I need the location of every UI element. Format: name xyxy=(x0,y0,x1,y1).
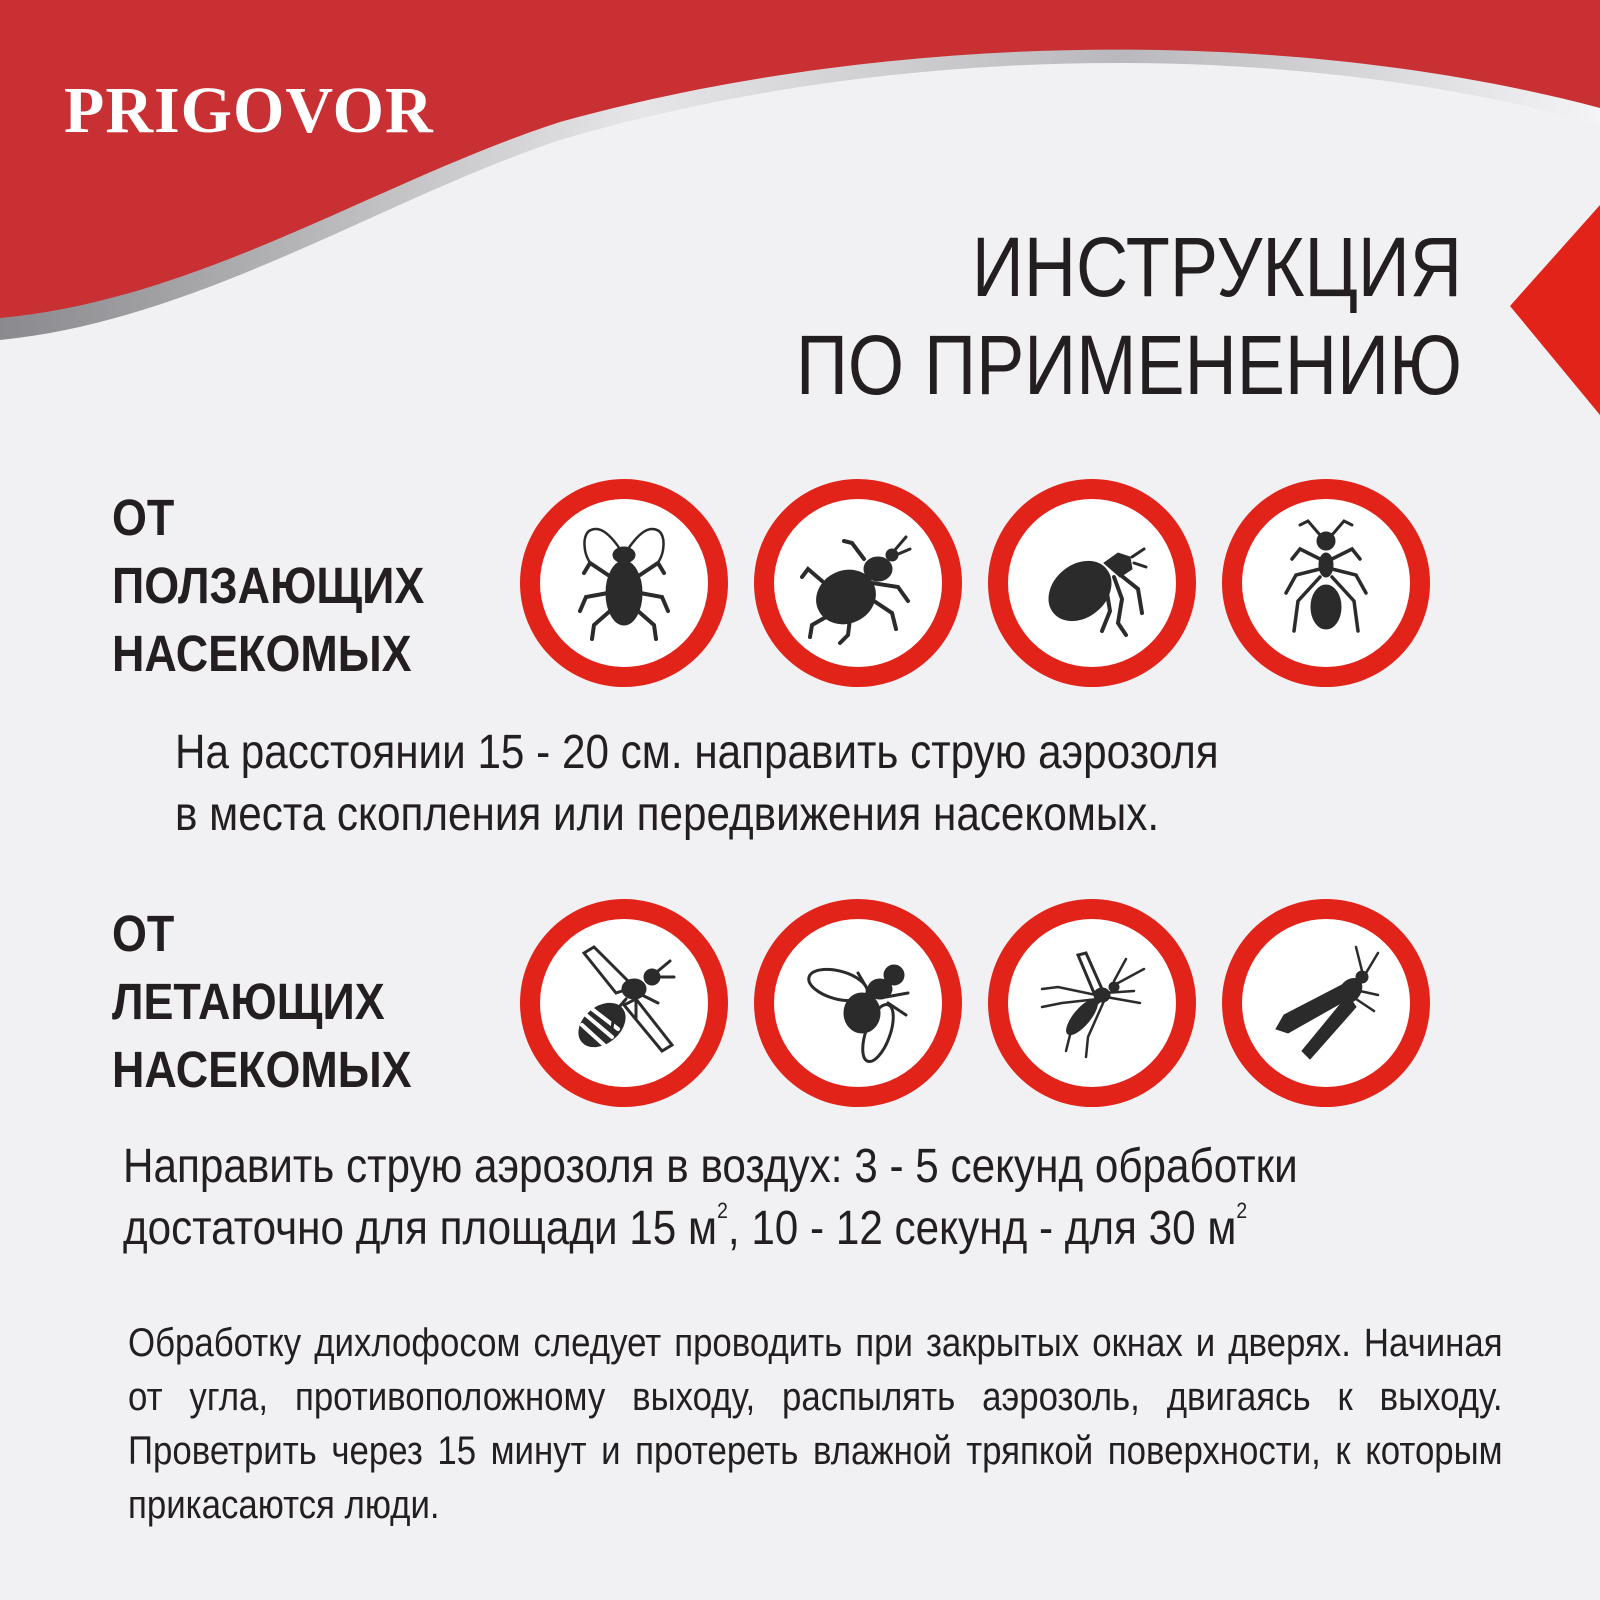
crawling-heading-line-2: ПОЛЗАЮЩИХ xyxy=(112,557,425,614)
area-15-text: достаточно для площади 15 м xyxy=(123,1202,718,1255)
flying-heading-line-3: НАСЕКОМЫХ xyxy=(112,1041,412,1098)
square-superscript-1: 2 xyxy=(717,1198,728,1223)
bedbug-icon xyxy=(754,479,962,687)
crawling-insects-icons xyxy=(520,479,1430,687)
flying-insects-heading xyxy=(112,900,429,1104)
page-title-line-2: ПО ПРИМЕНЕНИЮ xyxy=(795,318,1462,412)
page-title xyxy=(688,218,1462,414)
flea-icon xyxy=(988,479,1196,687)
page-title-line-1: ИНСТРУКЦИЯ xyxy=(971,220,1462,314)
crawling-instruction xyxy=(175,722,1219,846)
flying-insects-icons xyxy=(520,899,1430,1107)
flying-instruction-line-2 xyxy=(123,1198,1298,1260)
crawling-heading-line-3: НАСЕКОМЫХ xyxy=(112,625,412,682)
safety-paragraph: Обработку дихлофосом следует проводить при закрытых окнах и дверях. Начиная от угла, противоположному выходу, распылять аэрозоль, двигаясь к выходу. Проветрить через 15 минут и протереть влажной тряпкой поверхности, к которым прикасаются люди. xyxy=(128,1321,1503,1527)
crawling-instruction-line-2: в места скопления или передвижения насекомых. xyxy=(175,788,1160,841)
area-30-text: , 10 - 12 секунд - для 30 м xyxy=(727,1202,1237,1255)
brand-logo: PRIGOVOR xyxy=(64,74,434,147)
crawling-heading-line-1: ОТ xyxy=(112,489,175,546)
crawling-insects-heading xyxy=(112,484,429,688)
wasp-icon xyxy=(520,899,728,1107)
mosquito-icon xyxy=(988,899,1196,1107)
crawling-instruction-line-1: На расстоянии 15 - 20 см. направить струю аэрозоля xyxy=(175,726,1219,779)
square-superscript-2: 2 xyxy=(1236,1198,1248,1223)
ant-icon xyxy=(1222,479,1430,687)
fly-icon xyxy=(754,899,962,1107)
moth-icon xyxy=(1222,899,1430,1107)
flying-instruction xyxy=(123,1136,1298,1260)
flying-heading-line-1: ОТ xyxy=(112,905,175,962)
flying-heading-line-2: ЛЕТАЮЩИХ xyxy=(112,973,385,1030)
cockroach-icon xyxy=(520,479,728,687)
flying-instruction-line-1: Направить струю аэрозоля в воздух: 3 - 5 секунд обработки xyxy=(123,1140,1298,1193)
right-edge-red-triangle xyxy=(1510,205,1600,415)
